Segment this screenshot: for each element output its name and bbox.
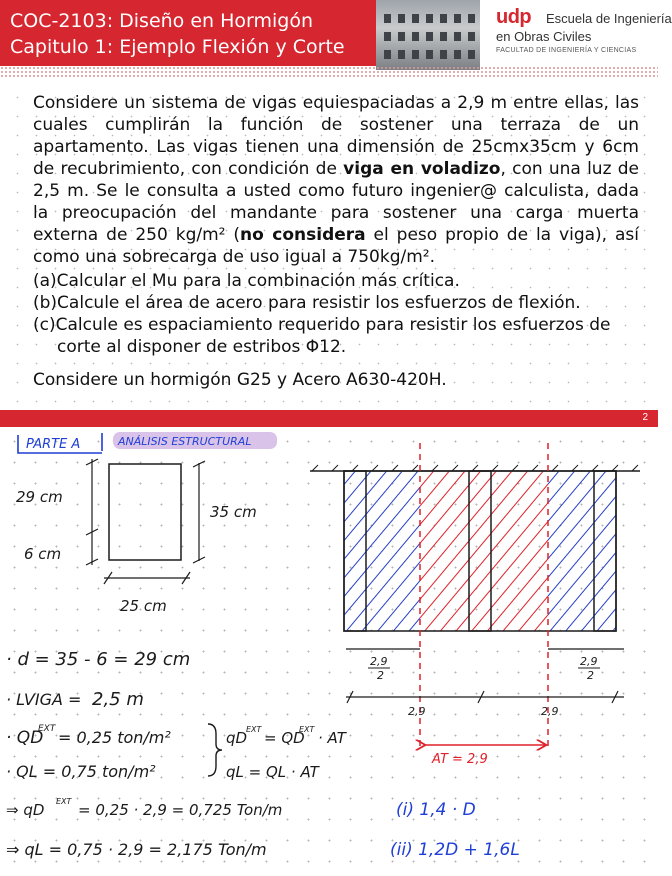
paragraph-part-2: , con una luz de 2,5 m. Se le consulta a usted como futuro ingenier@ calculista, dada la preocupación del mandante para sostener una carga muerta externa de 250 kg/m² (	[33, 159, 639, 245]
eq-qd-line-rhs: · AT	[318, 729, 346, 747]
logo-faculty: FACULTAD DE INGENIERÍA Y CIENCIAS	[496, 47, 637, 54]
eq-dead-load-lhs: · QD	[6, 728, 44, 748]
load-equations	[6, 649, 348, 859]
eq-qd-line-sup: EXT	[246, 725, 262, 734]
question-c: (c)Calcule es espaciamiento requerido para resistir los esfuerzos de	[33, 315, 611, 335]
problem-statement	[0, 80, 658, 410]
course-title: COC-2103: Diseño en Hormigón	[10, 10, 314, 32]
question-c-cont: corte al disponer de estribos Φ12.	[57, 337, 347, 357]
result-qd-sup: EXT	[56, 797, 72, 806]
logo-school-line2: en Obras Civiles	[496, 29, 592, 44]
question-b: (b)Calcule el área de acero para resistir los esfuerzos de flexión.	[33, 293, 581, 313]
paragraph-bold-voladizo: viga en voladizo	[343, 159, 501, 179]
paragraph-part-3: el peso propio de la viga), así como una sobrecarga de uso igual a 750kg/m².	[33, 225, 639, 267]
dim-25-cm: 25 cm	[120, 597, 167, 615]
question-a: (a)Calcular el Mu para la combinación más crítica.	[33, 271, 460, 291]
handwritten-notes	[0, 427, 658, 871]
part-label-text: PARTE A	[26, 437, 81, 452]
combination-i: (i) 1,4 · D	[396, 800, 476, 820]
half-span-left-num: 2,9	[370, 655, 388, 668]
load-combinations	[390, 800, 520, 860]
half-span-right-num: 2,9	[580, 655, 598, 668]
spacing-a: 2,9	[408, 705, 426, 718]
eq-qd-line-lhs: qD	[226, 729, 248, 747]
result-qd-lhs: ⇒ qD	[6, 801, 45, 819]
question-list	[33, 270, 639, 358]
eq-beam-length-lhs: · LVIGA =	[6, 690, 82, 709]
eq-qd-line-sup2: EXT	[299, 725, 315, 734]
page-number: 2	[642, 412, 648, 423]
eq-dead-load-rhs: = 0,25 ton/m²	[58, 728, 171, 747]
eq-live-load: · QL = 0,75 ton/m²	[6, 762, 156, 781]
eq-qd-line-mid: = QD	[264, 729, 305, 747]
half-span-right-den: 2	[587, 669, 594, 682]
building-photo	[376, 0, 480, 70]
header-title-banner	[0, 0, 376, 66]
dim-6-cm: 6 cm	[24, 545, 62, 563]
eq-ql-line: qL = QL · AT	[226, 763, 319, 781]
chapter-title: Capitulo 1: Ejemplo Flexión y Corte	[10, 36, 345, 58]
dim-35-cm: 35 cm	[210, 503, 257, 521]
result-ql: ⇒ qL = 0,75 · 2,9 = 2,175 Ton/m	[6, 840, 267, 859]
notes-canvas	[0, 427, 658, 871]
part-a-label	[18, 433, 102, 453]
spacing-b: 2,9	[541, 705, 559, 718]
section-label-text: ANÁLISIS ESTRUCTURAL	[118, 435, 252, 448]
result-qd-rhs: = 0,25 · 2,9 = 0,725 Ton/m	[78, 801, 283, 819]
udp-logo	[484, 4, 672, 64]
section-label	[113, 432, 277, 449]
notes-top-bar	[0, 410, 658, 427]
slide-header	[0, 0, 672, 80]
eq-effective-depth: · d = 35 - 6 = 29 cm	[6, 649, 191, 670]
beam-cross-section	[16, 459, 257, 615]
materials-note: Considere un hormigón G25 y Acero A630-420H.	[33, 370, 447, 390]
eq-dead-load-sup: EXT	[38, 724, 56, 734]
tributary-area-plan	[310, 443, 640, 767]
dim-29-cm: 29 cm	[16, 488, 63, 506]
problem-paragraph	[33, 92, 639, 268]
half-span-left-den: 2	[377, 669, 384, 682]
paragraph-bold-no-considera: no considera	[240, 225, 366, 245]
combination-ii: (ii) 1,2D + 1,6L	[390, 840, 520, 860]
logo-udp-mark: udp	[496, 6, 532, 28]
paragraph-part-1: Considere un sistema de vigas equiespaciadas a 2,9 m entre ellas, las cuales cumplirán la función de sostener una terraza de un apartamento. Las vigas tienen una dimensión de 25cmx35cm y 6cm de recubrimiento, con condición de	[33, 93, 639, 179]
logo-school-line1: Escuela de Ingeniería	[546, 11, 672, 26]
tributary-width-label: AT = 2,9	[432, 752, 488, 767]
eq-beam-length-rhs: 2,5 m	[92, 689, 144, 710]
header-dot-band	[0, 66, 658, 78]
